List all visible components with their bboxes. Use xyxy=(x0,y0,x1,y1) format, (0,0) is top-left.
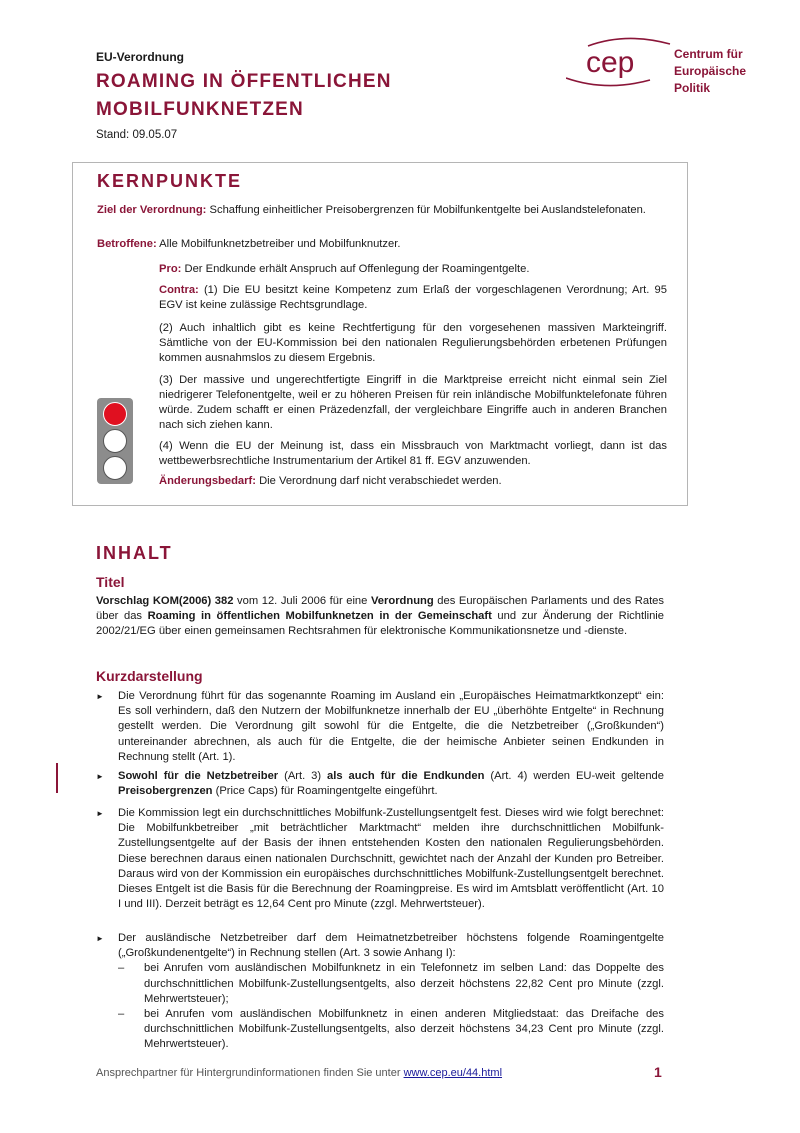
list-item xyxy=(96,806,664,912)
bullet-icon: ► xyxy=(96,809,104,818)
bullet-text-2 xyxy=(118,769,664,799)
title-line-1: ROAMING IN ÖFFENTLICHEN xyxy=(96,71,392,92)
traffic-light-red-lamp xyxy=(103,402,127,426)
b2-bold-3: Preisobergrenzen xyxy=(118,785,213,798)
document-date: Stand: 09.05.07 xyxy=(96,129,178,141)
contra-text: (1) Die EU besitzt keine Kompetenz zum Erlaß der vorgeschlagenen Verordnung; Art. 95 EGV ist keine zulässige Rechtsgrundlage. xyxy=(159,284,667,311)
titel-text-2: des Europäischen Parlaments und des Rates über das xyxy=(96,595,664,623)
b2-bold-1: Sowohl für die Netzbetreiber xyxy=(118,770,279,782)
ziel-text: Schaffung einheitlicher Preisobergrenzen für Mobilfunkentgelte bei Auslandstelefonaten. xyxy=(206,204,646,216)
aenderung-paragraph xyxy=(159,474,667,489)
footer-text: Ansprechpartner für Hintergrundinformationen finden Sie unter xyxy=(96,1067,404,1079)
inhalt-heading: INHALT xyxy=(96,543,173,563)
list-item xyxy=(96,769,664,799)
dash-icon: – xyxy=(118,1008,125,1021)
traffic-light-yellow-lamp xyxy=(103,429,127,453)
contra-label: Contra: xyxy=(159,284,199,296)
document-kicker: EU-Verordnung xyxy=(96,50,185,64)
bullet-text-1: Die Verordnung führt für das sogenannte Roaming im Ausland ein „Europäisches Heimatmarktkonzept“ ein: Es soll verhindern, daß den Nutzern der Mobilfunknetze innerhalb der EU „überhöhte Entgelte“ in Rechnung gestellt werden. Die Verordnung gilt sowohl für die Entgelte, die die Netzbetreiber („Großkunden“) untereinander abrechnen, als auch für die Entgelte, die der heimische Anbieter seinen Endkunden in Rechnung stellt (Art. 1). xyxy=(118,690,664,763)
pro-paragraph xyxy=(159,262,667,277)
bullet-text-4: Der ausländische Netzbetreiber darf dem Heimatnetzbetreiber höchstens folgende Roamingentgelte („Großkundenentgelte“) in Rechnung stellen (Art. 3 sowie Anhang I): xyxy=(118,932,664,960)
footer-link[interactable]: www.cep.eu/44.html xyxy=(403,1067,503,1079)
betroffene-paragraph xyxy=(97,237,665,252)
bullet-text-3: Die Kommission legt ein durchschnittliches Mobilfunk-Zustellungsentgelt fest. Dieses wird wie folgt berechnet: Die Mobilfunkbetreiber „mit beträchtlicher Marktmacht“ melden ihre durchschnittlichen Mobilfunk-Zustellungsentgelte auf der Basis der ihnen entstehenden Kosten den nationalen Regulierungsbehörden. Diese berechnen daraus einen nationalen Durchschnitt, gewichtet nach der Anzahl der Kunden pro Betreiber. Daraus wird von der Kommission ein europäisches durchschnittliches Mobilfunk-Zustellungsentgelt berechnet. Dieses Entgelt ist die Basis für die Berechnung der Roamingpreise. Es wird im Amtsblatt veröffentlicht (Art. 10 I und III). Derzeit beträgt es 12,64 Cent pro Minute (zzgl. Mehrwertsteuer). xyxy=(118,807,664,911)
change-marker xyxy=(56,763,58,793)
contra-point-4: (4) Wenn die EU der Meinung ist, dass ein Missbrauch von Marktmacht vorliegt, dann ist das wettbewerbsrechtliche Instrumentarium der Artikel 81 ff. EGV anzuwenden. xyxy=(159,440,667,467)
betroffene-label: Betroffene: xyxy=(97,238,157,250)
b2-text-3: (Price Caps) für Roamingentgelte eingeführt. xyxy=(212,785,438,798)
org-line-3: Politik xyxy=(674,81,711,95)
b2-text-2: (Art. 4) werden EU-weit geltende xyxy=(484,770,664,782)
title-line-2: MOBILFUNKNETZEN xyxy=(96,99,304,120)
bullet-icon: ► xyxy=(96,772,104,781)
titel-bold-1: Vorschlag KOM(2006) 382 xyxy=(96,595,234,607)
b2-text-1: (Art. 3) xyxy=(278,770,328,782)
dash-icon: – xyxy=(118,962,125,975)
titel-bold-3: Roaming in öffentlichen Mobilfunknetzen in der Gemeinschaft xyxy=(147,610,492,623)
titel-paragraph xyxy=(96,594,664,640)
dash-text-1: bei Anrufen vom ausländischen Mobilfunknetz in ein Telefonnetz im selben Land: das Doppelte des durchschnittlichen Mobilfunk-Zustellungsentgelts, also derzeit höchstens 22,82 Cent pro Minute (zzgl. Mehrwertsteuer); xyxy=(144,962,664,1005)
traffic-light-icon xyxy=(97,398,133,484)
sub-list-item xyxy=(118,961,664,1007)
aenderung-text: Die Verordnung darf nicht verabschiedet werden. xyxy=(255,475,502,487)
logo-wordmark: cep xyxy=(586,46,635,79)
betroffene-text: Alle Mobilfunknetzbetreiber und Mobilfunknutzer. xyxy=(156,238,401,250)
aenderung-label: Änderungsbedarf: xyxy=(159,475,256,487)
contra-point-3: (3) Der massive und ungerechtfertigte Eingriff in die Marktpreise erreicht nicht einmal sein Ziel niedrigerer Telefonentgelte, weil er zu höheren Preisen für rein inländische Mobilfunktelefonate führen würde. Zudem schafft er einen Präzedenzfall, der vergleichbare Eingriffe auch in anderen Branchen nach sich ziehen kann. xyxy=(159,374,667,431)
ziel-paragraph xyxy=(97,203,665,218)
document-title xyxy=(96,68,392,124)
contra-point-2: (2) Auch inhaltlich gibt es keine Rechtfertigung für den vorgesehenen massiven Markteingriff. Sämtliche von der EU-Kommission bei den nationalen Regulierungsbehörden erbetenen Prüfungen kommen ausnahmslos zu diesem Ergebnis. xyxy=(159,322,667,364)
sub-list-item xyxy=(118,1007,664,1053)
org-line-1: Centrum für xyxy=(674,47,743,61)
bullet-icon: ► xyxy=(96,934,104,943)
kernpunkte-heading: KERNPUNKTE xyxy=(97,171,243,191)
titel-text-3: und zur Änderung der Richtlinie 2002/21/EG über einen gemeinsamen Rechtsrahmen für elektronische Kommunikationsnetze und -dienste. xyxy=(96,610,665,638)
bullet-icon: ► xyxy=(96,692,104,701)
footer xyxy=(96,1067,502,1079)
titel-heading: Titel xyxy=(96,574,125,590)
titel-text-1: vom 12. Juli 2006 für eine xyxy=(233,595,371,607)
contra-paragraph xyxy=(159,283,667,313)
organization-name xyxy=(674,46,746,97)
kernpunkte-box xyxy=(72,162,688,506)
ziel-label: Ziel der Verordnung: xyxy=(97,204,207,216)
list-item xyxy=(96,689,664,765)
titel-bold-2: Verordnung xyxy=(370,595,434,607)
logo-arc-top xyxy=(588,38,670,46)
traffic-light-green-lamp xyxy=(103,456,127,480)
dash-text-2: bei Anrufen vom ausländischen Mobilfunknetz in einen anderen Mitgliedstaat: das Dreifache des durchschnittlichen Mobilfunk-Zustellungsentgelts, also derzeit höchstens 34,23 Cent pro Minute (zzgl. Mehrwertsteuer). xyxy=(144,1008,664,1051)
pro-label: Pro: xyxy=(159,263,182,275)
logo-arc-bottom xyxy=(566,78,650,86)
kurzdarstellung-heading: Kurzdarstellung xyxy=(96,668,203,684)
page-number: 1 xyxy=(654,1064,662,1080)
list-item xyxy=(96,931,664,1053)
b2-bold-2: als auch für die Endkunden xyxy=(327,770,485,782)
org-line-2: Europäische xyxy=(674,64,747,78)
pro-text: Der Endkunde erhält Anspruch auf Offenlegung der Roamingentgelte. xyxy=(181,263,530,275)
